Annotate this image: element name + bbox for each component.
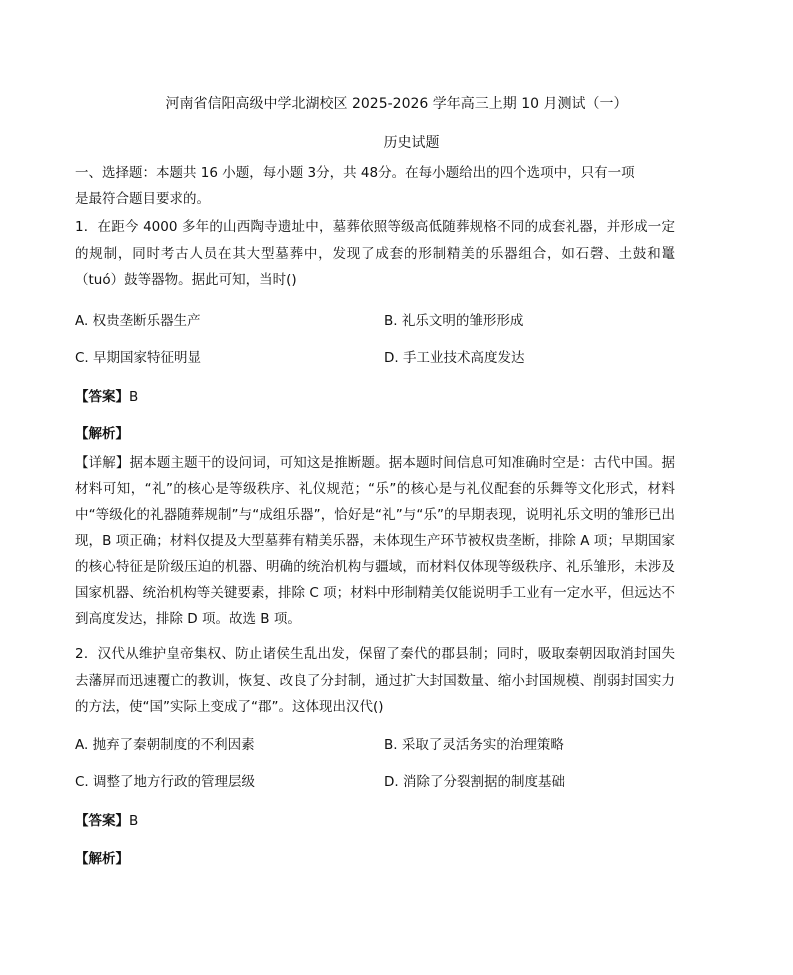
answer-value: B <box>129 813 139 829</box>
question-1-stem: 1．在距今 4000 多年的山西陶寺遗址中，墓葬依照等级高低随葬规格不同的成套礼器，并形成一定的规制，同时考古人员在其大型墓葬中，发现了成套的形制精美的乐器组合，如石磬、土鼓和鼍（tuó）鼓等器物。据此可知，当时() <box>75 219 675 288</box>
question-2-option-c: C. 调整了地方行政的管理层级 <box>75 774 256 790</box>
section-instructions-line1: 一、选择题：本题共 16 小题，每小题 3分，共 48分。在每小题给出的四个选项中，只有一项 <box>75 165 635 181</box>
answer-label: 【答案】 <box>75 813 129 829</box>
answer-label: 【答案】 <box>75 389 129 405</box>
section-instructions-line2: 是最符合题目要求的。 <box>75 191 210 207</box>
question-2-option-b: B. 采取了灵活务实的治理策略 <box>384 737 564 753</box>
question-1-answer <box>75 387 138 407</box>
exam-subject: 历史试题 <box>383 135 440 151</box>
question-2-option-d: D. 消除了分裂割据的制度基础 <box>384 774 565 790</box>
question-1-option-d: D. 手工业技术高度发达 <box>384 350 525 366</box>
answer-value: B <box>129 389 139 405</box>
question-1-option-c: C. 早期国家特征明显 <box>75 350 202 366</box>
question-1-option-b: B. 礼乐文明的雏形形成 <box>384 313 524 329</box>
question-2-stem: 2．汉代从维护皇帝集权、防止诸侯生乱出发，保留了秦代的郡县制；同时，吸取秦朝因取消封国失去藩屏而迅速覆亡的教训，恢复、改良了分封制，通过扩大封国数量、缩小封国规模、削弱封国实力的方法，使“国”实际上变成了“郡”。这体现出汉代() <box>75 646 675 715</box>
question-1-option-a: A. 权贵垄断乐器生产 <box>75 313 201 329</box>
question-2-analysis-label: 【解析】 <box>75 851 129 867</box>
question-1-detail: 【详解】据本题主题干的设问词，可知这是推断题。据本题时间信息可知准确时空是：古代中国。据材料可知，“礼”的核心是等级秩序、礼仪规范；“乐”的核心是与礼仪配套的乐舞等文化形式，材料中“等级化的礼器随葬规制”与“成组乐器”，恰好是“礼”与“乐”的早期表现，说明礼乐文明的雏形已出现，B 项正确；材料仅提及大型墓葬有精美乐器，未体现生产环节被权贵垄断，排除 A 项；早期国家的核心特征是阶级压迫的机器、明确的统治机构与疆域，而材料仅体现等级秩序、礼乐雏形，未涉及国家机器、统治机构等关键要素，排除 C 项；材料中形制精美仅能说明手工业有一定水平，但远达不到高度发达，排除 D 项。故选 B 项。 <box>75 455 675 627</box>
question-2-option-a: A. 抛弃了秦朝制度的不利因素 <box>75 737 255 753</box>
exam-title: 河南省信阳高级中学北湖校区 2025-2026 学年高三上期 10 月测试（一） <box>165 96 628 112</box>
question-1-analysis-label: 【解析】 <box>75 426 129 442</box>
question-2-answer <box>75 811 138 831</box>
